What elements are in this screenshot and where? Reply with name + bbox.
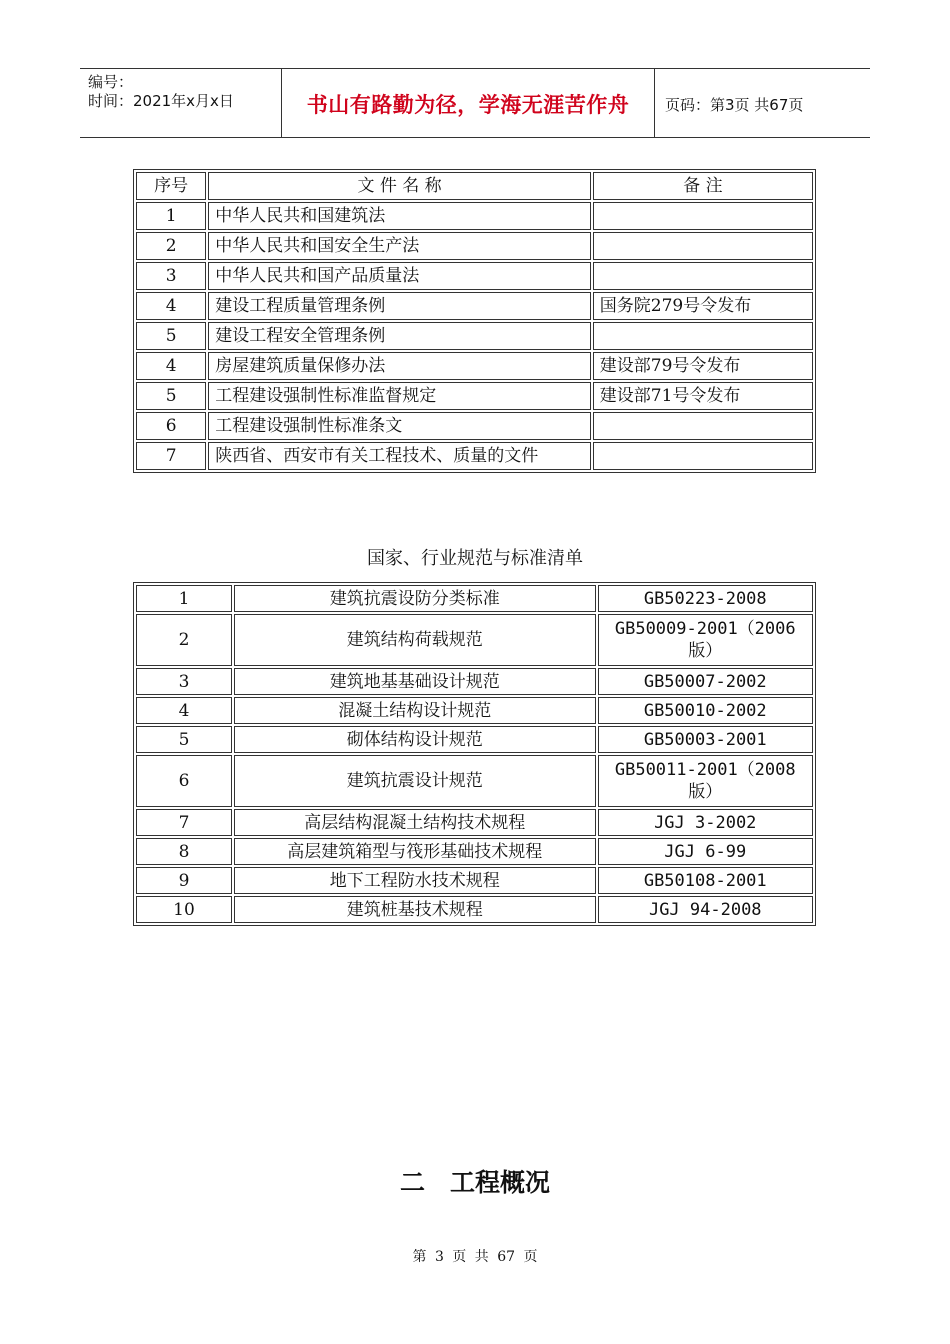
remark — [593, 202, 813, 230]
table-row — [136, 668, 813, 695]
row-index: 6 — [136, 412, 206, 440]
table-row — [136, 412, 813, 440]
standard-code: GB50010-2002 — [598, 697, 814, 724]
standards-table — [133, 582, 816, 926]
row-index: 10 — [136, 896, 232, 923]
row-index: 9 — [136, 867, 232, 894]
row-index: 3 — [136, 262, 206, 290]
table-row — [136, 232, 813, 260]
row-index: 7 — [136, 809, 232, 836]
document-name: 中华人民共和国安全生产法 — [208, 232, 591, 260]
page-footer: 第 3 页 共 67 页 — [412, 1249, 538, 1265]
table-row — [136, 382, 813, 410]
row-index: 5 — [136, 322, 206, 350]
row-index: 2 — [136, 614, 232, 666]
standard-name: 建筑桩基技术规程 — [234, 896, 596, 923]
table-row — [136, 352, 813, 380]
standard-code: JGJ 3-2002 — [598, 809, 814, 836]
row-index: 3 — [136, 668, 232, 695]
laws-table — [133, 169, 816, 473]
document-name: 中华人民共和国建筑法 — [208, 202, 591, 230]
header-motto: 书山有路勤为径，学海无涯苦作舟 — [306, 93, 630, 117]
section-title: 二 工程概况 — [399, 1168, 550, 1197]
header-divider — [654, 69, 655, 137]
standard-code: GB50223-2008 — [598, 585, 814, 612]
page-header — [80, 68, 870, 138]
standard-code: GB50003-2001 — [598, 726, 814, 753]
row-index: 8 — [136, 838, 232, 865]
remark — [593, 262, 813, 290]
document-name: 工程建设强制性标准条文 — [208, 412, 591, 440]
table-row — [136, 585, 813, 612]
remark: 建设部79号令发布 — [593, 352, 813, 380]
standard-name: 建筑抗震设防分类标准 — [234, 585, 596, 612]
header-cell-remark: 备 注 — [593, 172, 813, 200]
header-cell-name: 文 件 名 称 — [208, 172, 591, 200]
standard-name: 建筑地基基础设计规范 — [234, 668, 596, 695]
row-index: 4 — [136, 352, 206, 380]
standard-code: GB50108-2001 — [598, 867, 814, 894]
standard-name: 高层建筑箱型与筏形基础技术规程 — [234, 838, 596, 865]
table-row — [136, 896, 813, 923]
document-name: 工程建设强制性标准监督规定 — [208, 382, 591, 410]
header-cell-index: 序号 — [136, 172, 206, 200]
table-row — [136, 755, 813, 807]
standard-code: JGJ 6-99 — [598, 838, 814, 865]
document-name: 房屋建筑质量保修办法 — [208, 352, 591, 380]
number-label: 编号： — [88, 73, 134, 91]
standard-name: 建筑结构荷载规范 — [234, 614, 596, 666]
header-page-info: 页码：第3页 共67页 — [665, 96, 804, 114]
table-row — [136, 838, 813, 865]
standard-code: GB50011-2001（2008版） — [598, 755, 814, 807]
time-label: 时间：2021年x月x日 — [88, 92, 234, 110]
remark — [593, 412, 813, 440]
header-meta — [88, 73, 234, 111]
standard-name: 混凝土结构设计规范 — [234, 697, 596, 724]
standards-caption: 国家、行业规范与标准清单 — [367, 548, 583, 569]
remark — [593, 322, 813, 350]
table-row — [136, 867, 813, 894]
remark — [593, 232, 813, 260]
remark — [593, 442, 813, 470]
table-header-row — [136, 172, 813, 200]
document-name: 中华人民共和国产品质量法 — [208, 262, 591, 290]
table-row — [136, 322, 813, 350]
standard-code: JGJ 94-2008 — [598, 896, 814, 923]
table-row — [136, 726, 813, 753]
row-index: 1 — [136, 585, 232, 612]
table-row — [136, 697, 813, 724]
standard-code: GB50007-2002 — [598, 668, 814, 695]
remark: 建设部71号令发布 — [593, 382, 813, 410]
row-index: 4 — [136, 292, 206, 320]
table-row — [136, 202, 813, 230]
row-index: 4 — [136, 697, 232, 724]
row-index: 6 — [136, 755, 232, 807]
document-name: 陕西省、西安市有关工程技术、质量的文件 — [208, 442, 591, 470]
table-row — [136, 262, 813, 290]
standard-name: 建筑抗震设计规范 — [234, 755, 596, 807]
remark: 国务院279号令发布 — [593, 292, 813, 320]
row-index: 5 — [136, 382, 206, 410]
row-index: 5 — [136, 726, 232, 753]
document-name: 建设工程质量管理条例 — [208, 292, 591, 320]
standard-name: 砌体结构设计规范 — [234, 726, 596, 753]
standard-name: 高层结构混凝土结构技术规程 — [234, 809, 596, 836]
table-row — [136, 442, 813, 470]
standard-code: GB50009-2001（2006版） — [598, 614, 814, 666]
table-row — [136, 292, 813, 320]
document-name: 建设工程安全管理条例 — [208, 322, 591, 350]
row-index: 1 — [136, 202, 206, 230]
standard-name: 地下工程防水技术规程 — [234, 867, 596, 894]
table-row — [136, 614, 813, 666]
table-row — [136, 809, 813, 836]
row-index: 2 — [136, 232, 206, 260]
row-index: 7 — [136, 442, 206, 470]
